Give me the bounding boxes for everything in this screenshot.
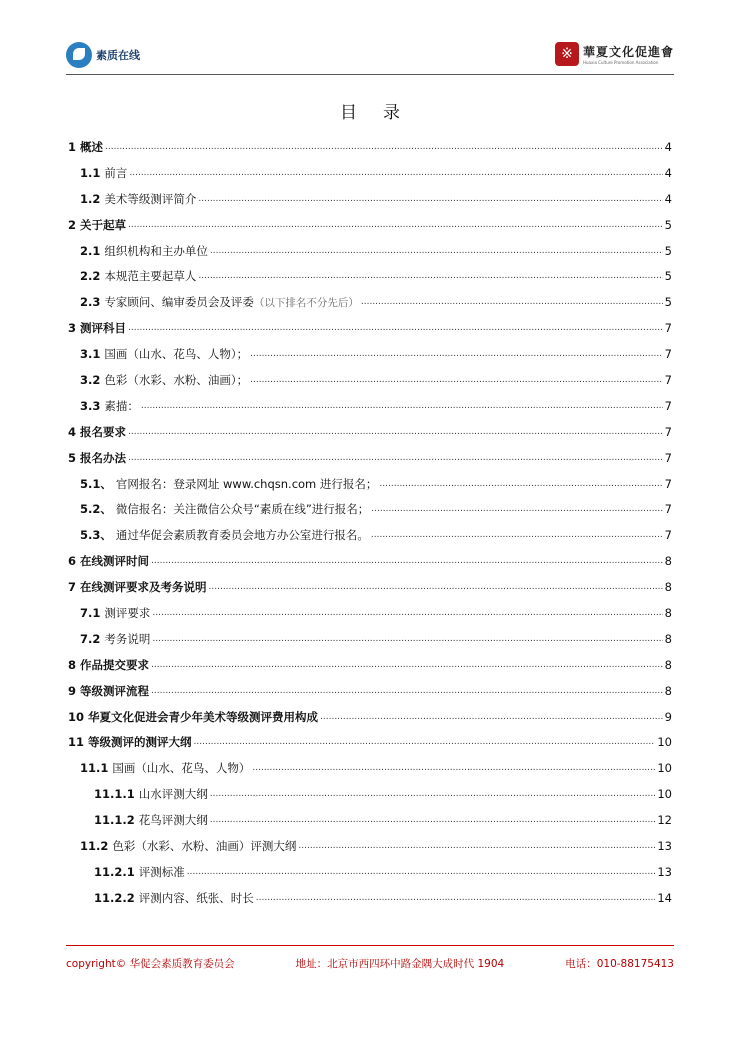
toc-entry[interactable]: [68, 522, 672, 548]
toc-dot-leader: [128, 323, 663, 333]
toc-entry-page: 4: [664, 165, 672, 180]
toc-entry-title: 素描：: [104, 398, 139, 413]
toc-entry-number: 6: [68, 554, 77, 569]
toc-dot-leader: [129, 168, 662, 178]
toc-entry-title: 国画（山水、花鸟、人物）: [112, 761, 251, 776]
toc-entry-number: 11.2.1: [94, 864, 135, 879]
toc-entry-page: 10: [657, 735, 672, 750]
toc-entry-page: 8: [664, 657, 672, 672]
toc-entry-number: 7.1: [80, 605, 101, 620]
toc-dot-leader: [250, 349, 663, 359]
toc-entry-title: 在线测评时间: [80, 554, 150, 569]
toc-entry-number: 7: [68, 580, 77, 595]
toc-entry[interactable]: [68, 134, 672, 160]
toc-entry[interactable]: [68, 212, 672, 238]
toc-entry-page: 13: [657, 838, 672, 853]
toc-entry[interactable]: [68, 548, 672, 574]
footer-copyright: copyright© 华促会素质教育委员会: [66, 958, 235, 970]
toc-dot-leader: [152, 608, 662, 618]
toc-dot-leader: [250, 375, 663, 385]
toc-entry[interactable]: [68, 289, 672, 315]
toc-entry-title: 等级测评流程: [80, 683, 150, 698]
toc-entry-page: 7: [664, 347, 672, 362]
toc-entry-page: 7: [664, 321, 672, 336]
brand-right-english: Huaxia Culture Promotion Association: [582, 60, 659, 65]
brand-logo-icon: [66, 42, 92, 68]
toc-entry-page: 14: [657, 890, 672, 905]
toc-entry-number: 8: [68, 657, 77, 672]
toc-entry[interactable]: [68, 704, 672, 730]
toc-dot-leader: [105, 142, 663, 152]
toc-entry-page: 7: [664, 502, 672, 517]
toc-entry[interactable]: [68, 574, 672, 600]
toc-entry[interactable]: [68, 186, 672, 212]
toc-entry-title: 花鸟评测大纲: [138, 813, 208, 828]
toc-entry-number: 11: [68, 735, 85, 750]
toc-entry[interactable]: [68, 393, 672, 419]
toc-dot-leader: [152, 634, 662, 644]
toc-entry-page: 7: [664, 424, 672, 439]
toc-entry-number: 3.1: [80, 347, 101, 362]
toc-entry[interactable]: [68, 315, 672, 341]
toc-dot-leader: [379, 479, 662, 489]
toc-entry[interactable]: [68, 445, 672, 471]
toc-entry-number: 2: [68, 217, 77, 232]
toc-entry-page: 8: [664, 554, 672, 569]
toc-entry-number: 11.2: [80, 838, 109, 853]
toc-entry-page: 9: [664, 709, 672, 724]
toc-entry-title: 色彩（水彩、水粉、油画）评测大纲: [112, 838, 297, 853]
toc-dot-leader: [151, 686, 663, 696]
toc-entry-title: 在线测评要求及考务说明: [80, 580, 207, 595]
toc-entry-title: 考务说明: [104, 631, 151, 646]
toc-entry-title: 本规范主要起草人: [104, 269, 197, 284]
toc-entry-page: 8: [664, 605, 672, 620]
toc-entry[interactable]: [68, 807, 672, 833]
toc-entry-page: 13: [657, 864, 672, 879]
table-of-contents: [68, 134, 672, 911]
toc-entry-number: 5: [68, 450, 77, 465]
toc-entry-page: 7: [664, 450, 672, 465]
toc-dot-leader: [194, 737, 656, 747]
toc-dot-leader: [151, 556, 663, 566]
toc-entry-page: 8: [664, 580, 672, 595]
toc-entry[interactable]: [68, 341, 672, 367]
seal-logo-icon: ※: [555, 42, 579, 66]
brand-left-name: 素质在线: [96, 49, 140, 62]
footer-divider: [66, 945, 674, 946]
toc-entry-number: 2.1: [80, 243, 101, 258]
toc-entry-number: 11.2.2: [94, 890, 135, 905]
toc-entry-page: 8: [664, 631, 672, 646]
toc-entry-page: 5: [664, 295, 672, 310]
toc-entry[interactable]: [68, 833, 672, 859]
toc-dot-leader: [128, 427, 663, 437]
toc-dot-leader: [210, 789, 656, 799]
toc-entry-title: 关于起草: [80, 217, 127, 232]
toc-entry-page: 12: [657, 813, 672, 828]
toc-entry-page: 5: [664, 217, 672, 232]
toc-entry[interactable]: [68, 160, 672, 186]
header-divider: [66, 74, 674, 75]
toc-entry[interactable]: [68, 678, 672, 704]
toc-dot-leader: [151, 660, 663, 670]
toc-entry-number: 9: [68, 683, 77, 698]
toc-entry-page: 7: [664, 398, 672, 413]
page-title: 目录: [340, 103, 426, 123]
toc-dot-leader: [371, 504, 662, 514]
toc-entry[interactable]: [68, 859, 672, 885]
toc-entry-number: 5.2、: [80, 502, 112, 517]
toc-entry-title: 微信报名：关注微信公众号“素质在线”进行报名；: [115, 502, 370, 517]
toc-entry[interactable]: [68, 419, 672, 445]
toc-entry-title: 报名要求: [80, 424, 127, 439]
toc-entry-number: 2.2: [80, 269, 101, 284]
toc-dot-leader: [187, 867, 656, 877]
toc-entry[interactable]: [68, 496, 672, 522]
toc-dot-leader: [209, 582, 663, 592]
toc-dot-leader: [210, 246, 663, 256]
toc-entry-title: 通过华促会素质教育委员会地方办公室进行报名。: [115, 528, 369, 543]
toc-entry-number: 11.1.2: [94, 813, 135, 828]
toc-dot-leader: [371, 530, 663, 540]
toc-dot-leader: [252, 763, 655, 773]
toc-dot-leader: [198, 194, 662, 204]
footer-phone: 电话：010-88175413: [565, 958, 674, 970]
page-header: [66, 42, 674, 72]
toc-entry-title: 美术等级测评简介: [104, 191, 197, 206]
toc-entry[interactable]: [68, 626, 672, 652]
brand-left: [66, 42, 140, 68]
brand-right: [555, 42, 674, 66]
toc-entry-title: 测评科目: [80, 321, 127, 336]
toc-entry-note: （以下排名不分先后）: [253, 296, 359, 309]
toc-entry-number: 2.3: [80, 295, 101, 310]
toc-entry-number: 1: [68, 139, 77, 154]
toc-entry[interactable]: [68, 238, 672, 264]
toc-entry-page: 10: [657, 787, 672, 802]
toc-entry-number: 3: [68, 321, 77, 336]
toc-entry-title: 评测内容、纸张、时长: [138, 890, 254, 905]
toc-entry-page: 5: [664, 269, 672, 284]
toc-entry-title: 华夏文化促进会青少年美术等级测评费用构成: [88, 709, 319, 724]
toc-entry-number: 1.1: [80, 165, 101, 180]
toc-entry-title: 专家顾问、编审委员会及评委: [104, 295, 254, 310]
toc-entry[interactable]: [68, 652, 672, 678]
toc-dot-leader: [198, 271, 662, 281]
toc-dot-leader: [320, 712, 663, 722]
toc-entry-title: 前言: [104, 165, 128, 180]
toc-entry-number: 4: [68, 424, 77, 439]
toc-entry[interactable]: [68, 263, 672, 289]
toc-entry-number: 10: [68, 709, 85, 724]
toc-entry-title: 山水评测大纲: [138, 787, 208, 802]
toc-entry-number: 11.1: [80, 761, 109, 776]
toc-entry[interactable]: [68, 600, 672, 626]
toc-dot-leader: [128, 220, 663, 230]
toc-entry-number: 11.1.1: [94, 787, 135, 802]
toc-entry[interactable]: [68, 755, 672, 781]
toc-entry-number: 5.3、: [80, 528, 112, 543]
toc-entry-page: 10: [657, 761, 672, 776]
toc-entry-page: 7: [664, 372, 672, 387]
page-footer: [66, 956, 674, 971]
toc-entry[interactable]: [68, 781, 672, 807]
toc-entry-page: 4: [664, 139, 672, 154]
toc-entry-title: 报名办法: [80, 450, 127, 465]
toc-entry-number: 3.3: [80, 398, 101, 413]
toc-dot-leader: [298, 841, 655, 851]
toc-dot-leader: [256, 893, 656, 903]
toc-entry-number: 7.2: [80, 631, 101, 646]
toc-entry-page: 4: [664, 191, 672, 206]
toc-entry-page: 7: [664, 528, 672, 543]
toc-entry-title: 色彩（水彩、水粉、油画）；: [104, 372, 249, 387]
toc-dot-leader: [128, 453, 663, 463]
footer-address: 地址：北京市西四环中路金隅大成时代 1904: [295, 958, 505, 970]
toc-entry-page: 5: [664, 243, 672, 258]
brand-right-name: 華夏文化促進會: [582, 45, 674, 59]
toc-entry-title: 概述: [80, 139, 104, 154]
toc-entry[interactable]: [68, 885, 672, 911]
toc-dot-leader: [210, 815, 656, 825]
toc-entry[interactable]: [68, 367, 672, 393]
toc-entry-title: 国画（山水、花鸟、人物）；: [104, 347, 249, 362]
toc-entry-title: 组织机构和主办单位: [104, 243, 208, 258]
toc-entry-title: 等级测评的测评大纲: [88, 735, 192, 750]
toc-entry-number: 1.2: [80, 191, 101, 206]
toc-entry-title: 官网报名：登录网址 www.chqsn.com 进行报名；: [115, 476, 378, 491]
toc-dot-leader: [141, 401, 663, 411]
toc-entry-page: 7: [664, 476, 672, 491]
toc-entry[interactable]: [68, 471, 672, 497]
toc-dot-leader: [361, 297, 663, 307]
toc-entry-title: 测评要求: [104, 605, 151, 620]
toc-entry[interactable]: [68, 729, 672, 755]
toc-entry-title: 作品提交要求: [80, 657, 150, 672]
toc-entry-number: 5.1、: [80, 476, 112, 491]
toc-entry-page: 8: [664, 683, 672, 698]
toc-entry-number: 3.2: [80, 372, 101, 387]
toc-entry-title: 评测标准: [138, 864, 185, 879]
